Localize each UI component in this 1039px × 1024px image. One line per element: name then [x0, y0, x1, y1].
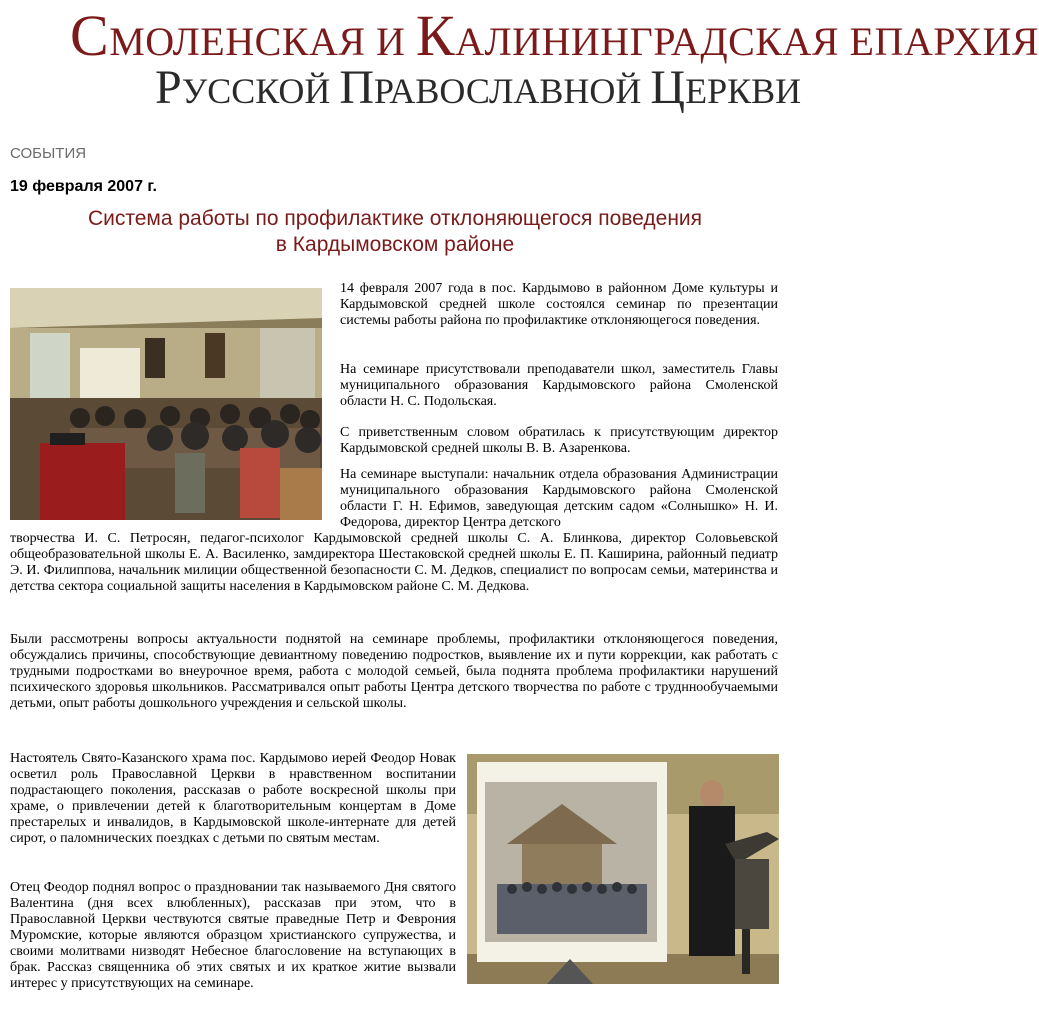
article-paragraph-7: Отец Феодор поднял вопрос о праздновании так называемого Дня святого Валентина (дня всех влюбленных), рассказав при этом, что в Православной Церкви чествуются святые праведные Петр и Феврония Муромские, которые являются образцом христианского супружества, и своими молитвами низводят Небесное благословение на вступающих в брак. Рассказ священника об этих святых и их краткое житие вызвали интерес у присутствующих на семинаре.	[10, 880, 456, 991]
article-title-line2: в Кардымовском районе	[275, 233, 515, 256]
seminar-audience-photo	[10, 288, 322, 520]
article-paragraph-3: С приветственным словом обратилась к присутствующим директор Кардымовской средней школы В. В. Азаренкова.	[340, 425, 778, 456]
article-paragraph-5: Были рассмотрены вопросы актуальности поднятой на семинаре проблемы, профилактики отклоняющегося поведения, обсуждались причины, способствующие девиантному поведению подростков, выявление их и пути коррекции, как работать с трудными подростками во внеурочное время, работа с молодой семьей, была поднята проблема профилактики нарушений психического здоровья школьников. Рассматривался опыт работы Центра детского творчества по работе с трудннообучаемыми детьми, опыт работы дошкольного учреждения и сельской школы.	[10, 632, 778, 711]
article-paragraph-4-cont: творчества И. С. Петросян, педагог-психолог Кардымовской средней школы С. А. Блинкова, директор Соловьевской общеобразовательной школы Е. А. Василенко, замдиректора Шестаковской средней школы Е. П. Каширина, районный педиатр Э. И. Филиппова, начальник милиции общественной безопасности С. М. Дедков, специалист по вопросам семьи, материнства и детства сектора социальной защиты населения в Кардымовском районе С. М. Дедкова.	[10, 531, 778, 594]
article-title-line1: Система работы по профилактике отклоняющегося поведения	[87, 207, 703, 230]
article-paragraph-1: 14 февраля 2007 года в пос. Кардымово в районном Доме культуры и Кардымовской средней школе состоялся семинар по презентации системы работы района по профилактике отклоняющегося поведения.	[340, 281, 778, 328]
priest-presentation-photo	[467, 754, 779, 984]
article-paragraph-4: На семинаре выступали: начальник отдела образования Администрации муниципального образования Кардымовского района Смоленской области Г. Н. Ефимов, заведующая детским садом «Солнышко» Н. И. Федорова, директор Центра детского	[340, 467, 778, 530]
section-label: СОБЫТИЯ	[10, 145, 87, 162]
site-header	[0, 0, 1039, 114]
header-title-line2: РУССКОЙ ПРАВОСЛАВНОЙ ЦЕРКВИ	[155, 61, 802, 114]
header-title-line1: СМОЛЕНСКАЯ И КАЛИНИНГРАДСКАЯ ЕПАРХИЯ	[70, 3, 1039, 68]
article-paragraph-2: На семинаре присутствовали преподаватели школ, заместитель Главы муниципального образования Кардымовского района Смоленской области Н. С. Подольская.	[340, 362, 778, 409]
article-paragraph-6: Настоятель Свято-Казанского храма пос. Кардымово иерей Феодор Новак осветил роль Православной Церкви в нравственном воспитании подрастающего поколения, рассказав о работе воскресной школы при храме, о привлечении детей к благотворительным концертам в Доме престарелых и инвалидов, в Кардымовской школе-интернате для детей сирот, о паломнических поездках с детьми по святым местам.	[10, 751, 456, 846]
article-title	[40, 206, 750, 258]
article-date: 19 февраля 2007 г.	[10, 178, 157, 195]
